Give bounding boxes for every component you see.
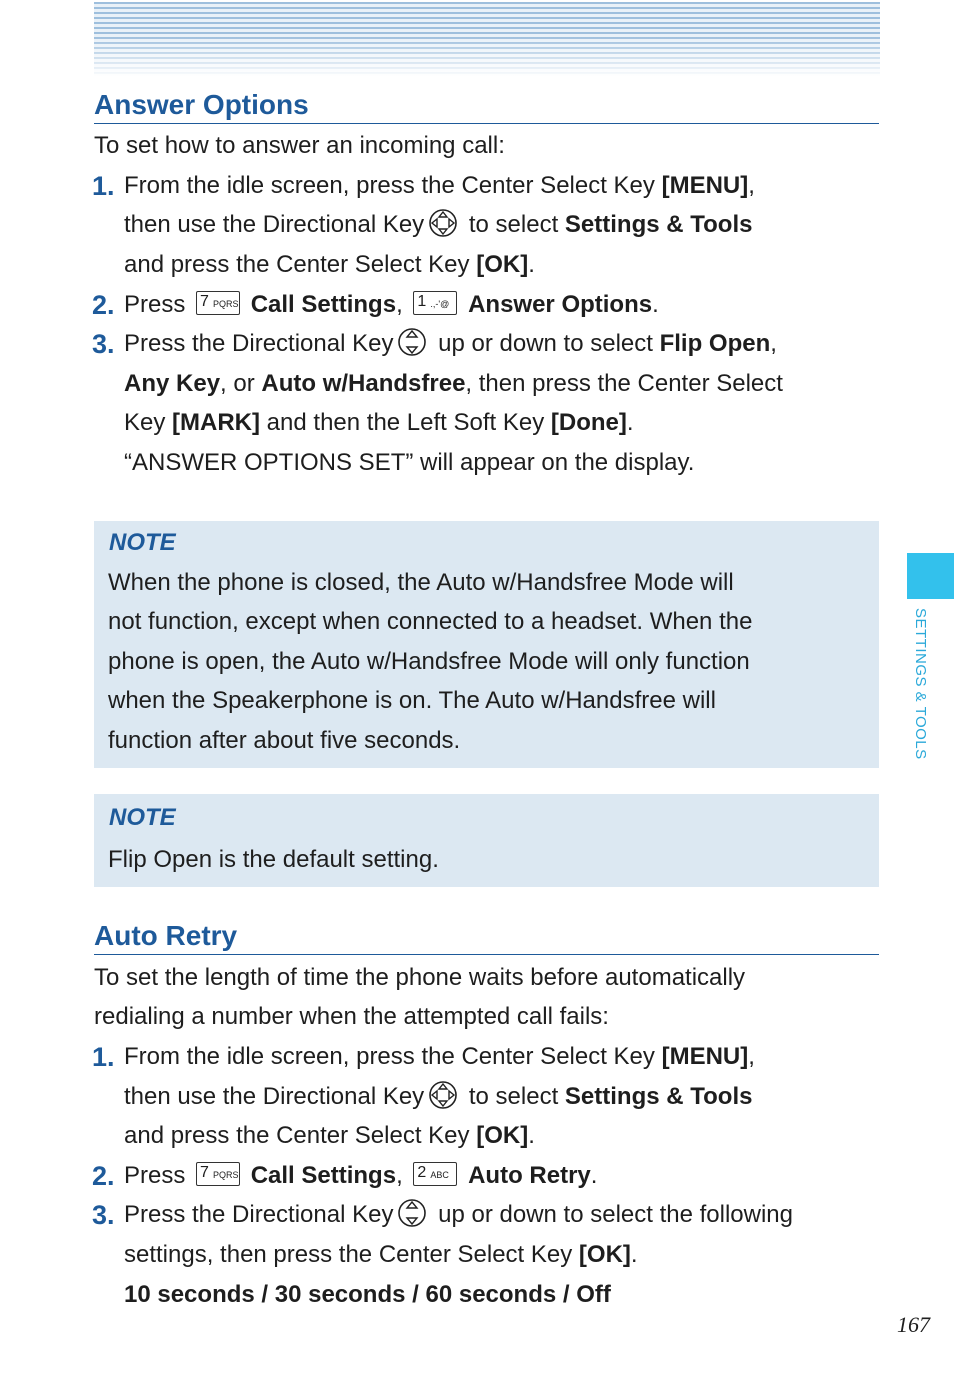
note-title: NOTE <box>109 804 176 831</box>
chapter-label: SETTINGS & TOOLS <box>912 608 929 760</box>
step-number: 2. <box>92 290 115 320</box>
intro-text: redialing a number when the attempted call fails: <box>94 1003 609 1030</box>
step-line: Key [MARK] and then the Left Soft Key [Done]. <box>124 409 634 436</box>
section-title-answer-options: Answer Options <box>94 88 879 124</box>
chapter-tab <box>907 553 954 599</box>
page-number: 167 <box>897 1312 930 1337</box>
note-line: phone is open, the Auto w/Handsfree Mode will only function <box>108 648 750 675</box>
step-line: “ANSWER OPTIONS SET” will appear on the display. <box>124 449 695 476</box>
directional-key-4way-icon <box>428 1080 458 1110</box>
note-box <box>94 794 879 887</box>
note-line: When the phone is closed, the Auto w/Handsfree Mode will <box>108 569 734 596</box>
directional-key-updown-icon <box>397 1198 427 1228</box>
keypad-2-icon: 2 ABC <box>413 1162 457 1186</box>
directional-key-updown-icon <box>397 327 427 357</box>
step-line: Press the Directional Key up or down to select Flip Open, <box>124 324 924 364</box>
step-line: then use the Directional Key to select Settings & Tools <box>124 205 924 245</box>
intro-text: To set the length of time the phone waits before automatically <box>94 964 746 991</box>
directional-key-4way-icon <box>428 208 458 238</box>
step-number: 1. <box>92 171 115 201</box>
step-line: Press 7 PQRS Call Settings, 1 .,-'@ Answer Options. <box>124 291 659 318</box>
note-box <box>94 521 879 768</box>
section-title-auto-retry: Auto Retry <box>94 919 879 955</box>
keypad-7-icon: 7 PQRS <box>196 291 240 315</box>
step-line: From the idle screen, press the Center Select Key [MENU], <box>124 1043 755 1070</box>
step-options: 10 seconds / 30 seconds / 60 seconds / Off <box>124 1281 611 1308</box>
step-line: Any Key, or Auto w/Handsfree, then press the Center Select <box>124 370 783 397</box>
step-number: 1. <box>92 1042 115 1072</box>
step-line: settings, then press the Center Select Key [OK]. <box>124 1241 638 1268</box>
step-line: Press 7 PQRS Call Settings, 2 ABC Auto Retry. <box>124 1162 598 1189</box>
step-line: then use the Directional Key to select Settings & Tools <box>124 1077 924 1117</box>
keypad-1-icon: 1 .,-'@ <box>413 291 457 315</box>
step-line: and press the Center Select Key [OK]. <box>124 1122 535 1149</box>
note-line: Flip Open is the default setting. <box>108 846 439 873</box>
note-title: NOTE <box>109 529 176 556</box>
step-number: 3. <box>92 1200 115 1230</box>
header-decoration <box>94 2 880 76</box>
step-line: From the idle screen, press the Center Select Key [MENU], <box>124 172 755 199</box>
note-line: when the Speakerphone is on. The Auto w/Handsfree will <box>108 687 716 714</box>
step-line: Press the Directional Key up or down to select the following <box>124 1195 924 1235</box>
step-number: 2. <box>92 1161 115 1191</box>
note-line: not function, except when connected to a headset. When the <box>108 608 753 635</box>
step-line: and press the Center Select Key [OK]. <box>124 251 535 278</box>
note-line: function after about five seconds. <box>108 727 461 754</box>
keypad-7-icon: 7 PQRS <box>196 1162 240 1186</box>
step-number: 3. <box>92 329 115 359</box>
intro-text: To set how to answer an incoming call: <box>94 132 505 159</box>
